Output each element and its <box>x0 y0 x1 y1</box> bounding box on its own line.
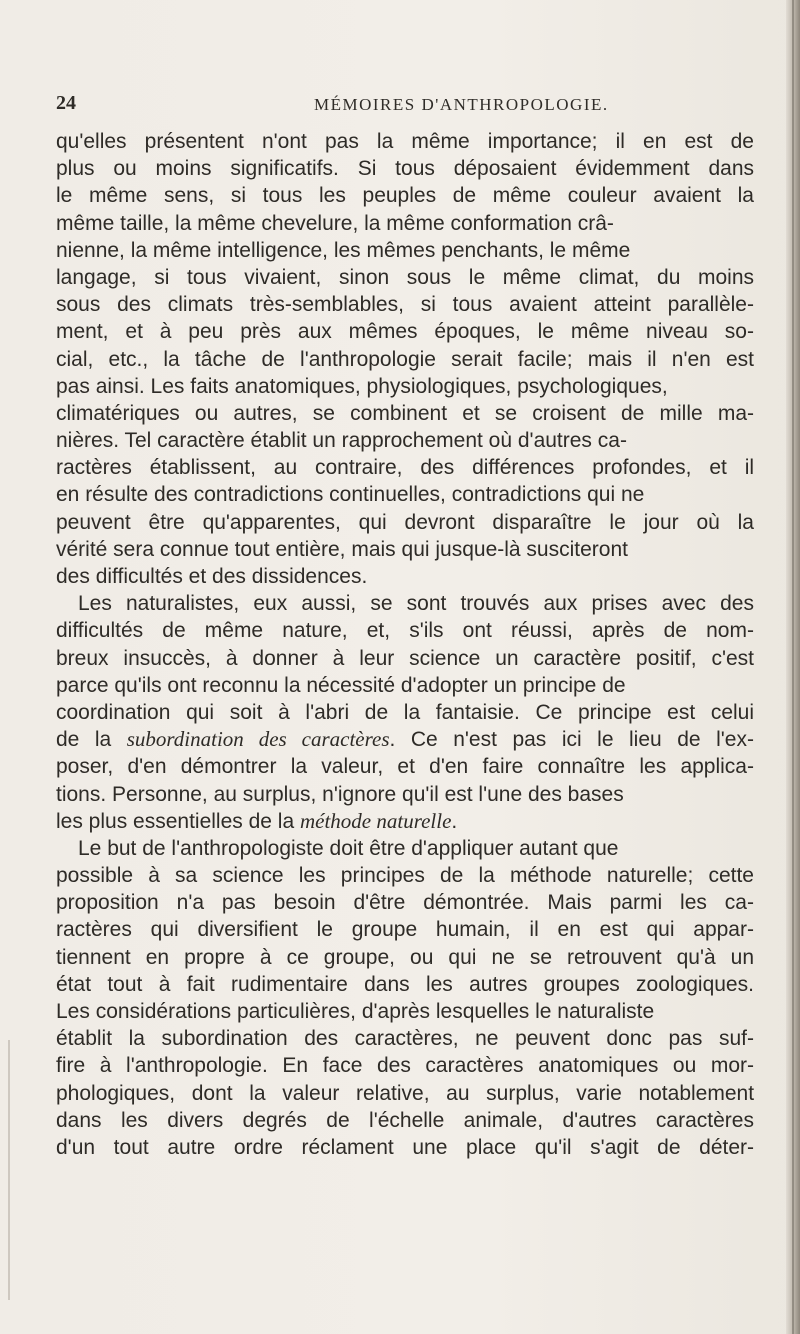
text-line: proposition n'a pas besoin d'être démontrée. Mais parmi les ca- <box>56 891 754 915</box>
text-line: nienne, la même intelligence, les mêmes penchants, le même <box>56 238 631 262</box>
text-line: cial, etc., la tâche de l'anthropologie serait facile; mais il n'en est <box>56 347 755 371</box>
binding-edge-line <box>792 0 794 1334</box>
text-line: parce qu'ils ont reconnu la nécessité d'adopter un principe de <box>56 673 626 697</box>
running-title: MÉMOIRES D'ANTHROPOLOGIE. <box>314 95 609 114</box>
text-line: coordination qui soit à l'abri de la fantaisie. Ce principe est celui <box>56 700 755 724</box>
text-line: phologiques, dont la valeur relative, au surplus, varie notablement <box>56 1081 755 1105</box>
text-line: en résulte des contradictions continuelles, contradictions qui ne <box>56 483 645 507</box>
text-line: Le but de l'anthropologiste doit être d'appliquer autant que <box>78 836 619 860</box>
italic-term: méthode naturelle <box>299 808 452 833</box>
text-line: état tout à fait rudimentaire dans les autres groupes zoologiques. <box>56 972 754 996</box>
text-line: sous des climats très-semblables, si tous avaient atteint parallèle- <box>56 293 754 317</box>
text-line: langage, si tous vivaient, sinon sous le même climat, du moins <box>56 265 755 289</box>
text-line: même taille, la même chevelure, la même conformation crâ- <box>56 211 614 235</box>
italic-term: subordination des caractères <box>126 727 390 752</box>
text-segment: les plus essentielles de la <box>56 809 300 833</box>
text-line: d'un tout autre ordre réclament une place qu'il s'agit de déter- <box>56 1135 755 1159</box>
text-line: breux insuccès, à donner à leur science un caractère positif, c'est <box>56 646 754 670</box>
text-line: Les considérations particulières, d'après lesquelles le naturaliste <box>56 1000 655 1023</box>
text-line: possible à sa science les principes de la méthode naturelle; cette <box>56 864 754 888</box>
text-line: des difficultés et des dissidences. <box>56 565 368 588</box>
page-header <box>56 92 756 122</box>
page-margin-mark <box>8 1040 10 1300</box>
text-line: peuvent être qu'apparentes, qui devront disparaître le jour où la <box>56 510 754 534</box>
text-segment: de la <box>56 728 127 752</box>
page-number: 24 <box>56 92 76 114</box>
text-line: climatériques ou autres, se combinent et se croisent de mille ma- <box>56 401 755 425</box>
text-line: difficultés de même nature, et, s'ils ont réussi, après de nom- <box>56 619 754 643</box>
text-segment: . Ce n'est pas ici le lieu de l'ex- <box>389 728 754 752</box>
text-line: fire à l'anthropologie. En face des caractères anatomiques ou mor- <box>56 1054 755 1078</box>
text-line: tions. Personne, au surplus, n'ignore qu'il est l'une des bases <box>56 782 624 806</box>
text-line: qu'elles présentent n'ont pas la même importance; il en est de <box>56 130 754 153</box>
text-line: poser, d'en démontrer la valeur, et d'en faire connaître les applica- <box>56 755 754 779</box>
text-line: ractères établissent, au contraire, des différences profondes, et il <box>56 456 755 480</box>
text-line: ment, et à peu près aux mêmes époques, le même niveau so- <box>56 320 754 344</box>
text-line: plus ou moins significatifs. Si tous déposaient évidemment dans <box>56 157 754 181</box>
text-line: Les naturalistes, eux aussi, se sont trouvés aux prises avec des <box>78 592 754 616</box>
text-line: vérité sera connue tout entière, mais qui jusque-là susciteront <box>56 537 628 561</box>
text-line: le même sens, si tous les peuples de même couleur avaient la <box>56 184 754 208</box>
text-line: établit la subordination des caractères, ne peuvent donc pas suf- <box>56 1027 754 1051</box>
body-text <box>56 128 754 1161</box>
text-segment: . <box>451 809 458 833</box>
text-line-with-italic <box>56 726 754 753</box>
text-line: nières. Tel caractère établit un rapprochement où d'autres ca- <box>56 429 627 453</box>
text-line-with-italic <box>56 808 754 835</box>
text-line: dans les divers degrés de l'échelle animale, d'autres caractères <box>56 1108 754 1132</box>
text-line: ractères qui diversifient le groupe humain, il en est qui appar- <box>56 918 754 942</box>
text-line: pas ainsi. Les faits anatomiques, physiologiques, psychologiques, <box>56 374 668 398</box>
text-line: tiennent en propre à ce groupe, ou qui ne se retrouvent qu'à un <box>56 945 755 969</box>
